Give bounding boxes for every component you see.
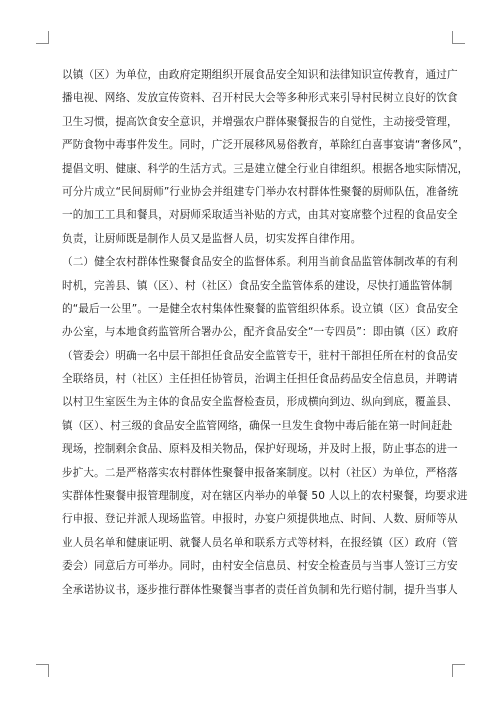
text-line: 全联络员，村（社区）主任担任协管员，治调主任担任食品药品安全信息员，并聘请 <box>62 373 458 386</box>
text-line: 播电视、网络、发放宣传资料、召开村民大会等多种形式来引导村民树立良好的饮食 <box>62 92 458 105</box>
text-line: 严防食物中毒事件发生。同时，广泛开展移风易俗教育，革除红白喜事宴请“奢侈风”， <box>62 139 469 152</box>
text-line: 卫生习惯，提高饮食安全意识，并增强农户群体聚餐报告的自觉性，主动接受管理， <box>62 115 458 128</box>
crop-mark-bottom-left <box>36 664 49 677</box>
text-line: 全承诺协议书，逐步推行群体性聚餐当事者的责任首负制和先行赔付制，提升当事人 <box>62 583 458 596</box>
text-line: 业人员名单和健康证明、就餐人员名单和联系方式等材料，在报经镇（区）政府（管 <box>62 536 458 549</box>
text-line: 负责，让厨师既是制作人员又是监督人员，切实发挥自律作用。 <box>62 232 362 245</box>
text-line: 实群体性聚餐申报管理制度，对在辖区内举办的单餐 50 人以上的农村聚餐，均要求进 <box>62 490 468 503</box>
text-line: 的“最后一公里”。一是健全农村集体性聚餐的监管组织体系。设立镇（区）食品安全 <box>62 302 459 315</box>
text-line: 镇（区）、村三级的食品安全监管网络，确保一旦发生食物中毒后能在第一时间赶赴 <box>62 419 453 432</box>
text-line: 现场，控制剩余食品、原料及相关物品，保护好现场，并及时上报，防止事态的进一 <box>62 443 458 456</box>
crop-mark-bottom-right <box>452 664 465 677</box>
text-line: 以村卫生室医生为主体的食品安全监督检查员，形成横向到边、纵向到底，覆盖县、 <box>62 396 458 409</box>
text-line: 行申报、登记并派人现场监管。申报时，办宴户须提供地点、时间、人数、厨师等从 <box>62 513 458 526</box>
text-line: 时机，完善县、镇（区）、村（社区）食品安全监管体系的建设，尽快打通监管体制 <box>62 279 453 292</box>
text-line: 办公室，与本地食药监管所合署办公，配齐食品安全“一专四员”：即由镇（区）政府 <box>62 326 459 339</box>
text-line: 一的加工工具和餐具，对厨师采取适当补贴的方式，由其对宴席整个过程的食品安全 <box>62 209 458 222</box>
text-line: 以镇（区）为单位，由政府定期组织开展食品安全知识和法律知识宣传教育，通过广 <box>62 69 458 81</box>
text-line: 可分片成立“民间厨师”行业协会并组建专门举办农村群体性聚餐的厨师队伍，准备统 <box>62 185 459 198</box>
text-line: 提倡文明、健康、科学的生活方式。三是建立健全行业自律组织。根据各地实际情况， <box>62 162 469 175</box>
body-text <box>62 64 469 602</box>
text-line: （二）健全农村群体性聚餐食品安全的监督体系。利用当前食品监管体制改革的有利 <box>62 256 458 269</box>
text-line: 步扩大。二是严格落实农村群体性聚餐申报备案制度。以村（社区）为单位，严格落 <box>62 466 458 479</box>
text-line: 委会）同意后方可举办。同时，由村安全信息员、村安全检查员与当事人签订三方安 <box>62 560 458 573</box>
crop-mark-top-right <box>452 31 465 44</box>
text-line: （管委会）明确一名中层干部担任食品安全监管专干，驻村干部担任所在村的食品安 <box>62 349 458 362</box>
crop-mark-top-left <box>36 31 49 44</box>
